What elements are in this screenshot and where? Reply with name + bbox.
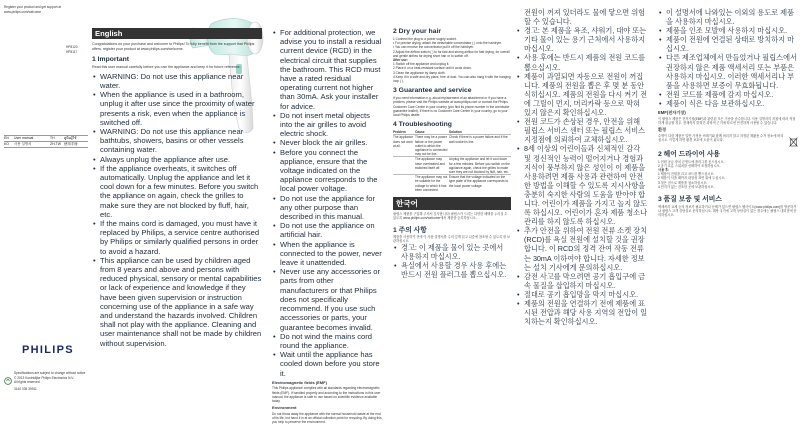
english-column-2 [272,28,384,424]
list-item: • 경고: 본 제품을 욕조, 샤워기, 대야 또는 기타 물이 있는 용기 근처에서 사용하지 마십시오. [516,26,648,53]
language-row [4,135,88,141]
table-row [393,157,511,175]
list-item: • Wait until the appliance has cooled down before you store it. [272,350,384,378]
lang-code: KO [4,142,9,147]
list-item: • For additional protection, we advise you to install a residual current device (RCD) in the electrical circuit that supplies the bathroom. This RCD must have a rated residual operating current not higher than 30mA. Ask your installer for advice. [272,28,384,111]
english-intro: Congratulations on your purchase and welcome to Philips! To fully benefit from the support that Philips offers, register your product at www.philips.com/welcome. [92,42,255,51]
list-item: • When the appliance is used in a bathroom, unplug it after use since the proximity of water presents a risk, even when the appliance is switched off. [92,90,262,127]
section-3-text: If you need information e.g. about replacement of an attachment or if you have a problem, please visit the Philips website at www.philips.com or contact the Philips Customer Care Centre in your country (you find its phone number in the worldwide guarantee leaflet). If there is no Customer Care Centre in your country, go to your local Philips dealer. [393,96,510,118]
list-item: • This appliance can be used by children aged from 8 years and above and persons with reduced physical, sensory or mental capabilities or lack of experience and knowledge if they have been given supervision or instruction concerning use of the appliance in a safe way and understand the hazards involved. Children shall not play with the appliance. Cleaning and user maintenance shall not be made by children without supervision. [92,256,262,348]
korean-column-1 [516,8,648,393]
list-item: • 제품이 식은 다음 보관하십시오. [658,99,798,108]
emf-title: Electromagnetic fields (EMF) [272,379,327,385]
recycle-icon [4,372,12,380]
list-item: • For precise drying, attach the detachable concentrator ( ) onto the hairdryer. [393,41,502,46]
table-header: Solution [449,130,462,135]
table-cell [393,175,415,192]
list-item: 1 전원 공급 장치 콘센트에 플러그를 꽂으십시오. [658,159,725,164]
model-number-2: HP8117 [66,50,78,54]
list-item: • Do not wind the mains cord round the appliance. [272,332,384,350]
korean-emf-title: EMF(전자기장) [658,110,686,116]
list-item: • 제품을 인조 모발에 사용하지 마십시오. [658,26,798,35]
korean-section-3-text: 액세서리 교체 등의 정보가 필요하거나 문제가 있으면 필립스 웹사이트(www.philips.com)를 방문하거나 필립스 고객 상담실로 문의하십시오. 해당 국가에 고객 상담실이 없는 경우에는 필립스 대리점에 문의하십시오. [658,205,797,218]
lang-code: EN [4,136,9,140]
list-item: • Do not insert metal objects into the air grilles to avoid electric shock. [272,111,384,139]
table-cell: The appliance does not work at all. [393,135,414,148]
language-row [4,141,88,148]
register-line-2[interactable]: www.philips.com/welcome [4,9,42,14]
list-item: • WARNING: Do not use this appliance near water. [92,72,262,90]
list-item: • 전원 코드가 손상된 경우, 안전을 위해 필립스 서비스 센터 또는 필립스 서비스 지정점에 의뢰하여 교체하십시오. [516,117,648,144]
bin-icon [789,134,798,144]
section-4-title: 4 Troubleshooting [393,121,452,129]
list-item: • 사용 후에는 반드시 제품의 전원 코드를 뽑으십시오. [516,53,648,71]
korean-env-block [658,134,798,144]
korean-env-title: 환경 [658,127,667,133]
korean-header: 한국어 [393,197,511,210]
table-row [393,175,511,192]
dry-steps [393,37,511,83]
section-2-title: 2 Dry your hair [393,28,441,35]
list-item: 3 젖은 천으로 제품을 청소하십시오. [658,180,708,185]
list-item: 전원이 꺼져 있더라도 물에 닿으면 위험할 수 있습니다. [524,8,646,27]
list-item: 4 Keep it in a safe and dry place, free of dust. You can also hang it with the hanging loop ( ). [393,74,511,84]
list-item: • 절대로 공기 흡입망을 막지 마십시오. [516,290,648,299]
list-item: • 경고: 이 제품을 물이 있는 곳에서 사용하지 마십시오. [393,243,511,261]
section-3-title: 3 Guarantee and service [393,87,472,95]
warning-list-2 [272,28,384,378]
brand-logo: PHILIPS [22,344,74,356]
register-line-1: Register your product and get support at [4,5,62,9]
list-item: • WARNING: Do not use this appliance near bathtubs, showers, basins or other vessels containing water. [92,127,262,155]
document-code: 3140 035 39911 [14,387,37,391]
footer-spec-line: Specifications are subject to change without notice [14,371,86,375]
table-cell: The appliance may have overheated and switched itself off. [415,157,445,170]
list-item: 2 Adjust the airflow switch ( ) to for fast and strong airflow for fast drying, for overall and gentle airflow for drying short hair or to switch off. [393,49,510,58]
korean-emf-text: 이 필립스 제품은 전자기장(EMF)과 관련된 모든 기준을 준수합니다. 사용 설명서의 지침에 따라 적절하게 취급할 경우, 현재까지 밝혀진 과학적 근거에 따르면 안전하게 사용할 수 있습니다. [658,116,796,125]
list-item: • 8세 이상의 어린이들과 신체적인 감각 및 정신적인 능력이 떨어지거나 경험과 지식이 풍부하지 않은 성인이 이 제품을 사용하려면 제품 사용과 관련하여 안전한 방법을 이해할 수 있도록 지시사항을 충분히 숙지한 사람의 도움을 받아야 합니다. 어린이가 제품을 가지고 놀지 않도록 하십시오. 어린이가 혼자 제품 청소나 관리를 하지 않도록 하십시오. [516,144,648,226]
footer-rights-line: All rights reserved. [14,380,41,384]
lang-code: ZH-TW [50,142,61,147]
list-item: 2 공기 흐름 스위치를 선택하여 조정하십시오. [658,163,721,168]
list-item: After use: [393,58,408,63]
table-cell: Ensure that the voltage indicated on the type plate of the appliance corresponds to the local power voltage. [449,175,509,188]
list-item: • Never block the air grilles. [272,138,384,147]
korean-env-text: 수명이 다한 제품은 일반 가정용 쓰레기와 함께 버리지 말고 지정된 재활용 수거 장소에 버리십시오. 이렇게 하면 환경 보호에 도움이 됩니다. [658,133,784,142]
list-item: 4 먼지가 없는 건조한 곳에 보관하십시오. [658,184,715,189]
list-item: • 제품이 과열되면 자동으로 전원이 꺼집니다. 제품의 전원을 뽑은 후 몇 분 동안 식히십시오. 제품의 전원을 다시 켜기 전에 그릴이 먼지, 머리카락 등으로 막혀 있지 않은지 확인하십시오. [516,72,648,117]
list-item: • Before you connect the appliance, ensure that the voltage indicated on the appliance corresponds to the local power voltage. [272,148,384,194]
warning-list [92,72,262,348]
lang-code: TH [50,136,55,140]
table-header: Cause [415,130,425,135]
korean-section-2-title: 2 헤어 드라이어 사용 [658,150,720,158]
list-item: • 추가 안전을 위하여 전원 전류 소켓 장치(RCD)를 욕실 전원에 설치할 것을 권장합니다. 이 RCD의 정격 잔여 작동 전류는 30mA 이하여야 합니다. 자세한 정보는 설치 기사에게 문의하십시오. [516,226,648,271]
list-item: 2 Place it on a heat-resistant surface until it cools down. [393,66,472,71]
korean-intro: 필립스 제품을 구입해 주셔서 감사합니다! 필립스가 드리는 다양한 혜택을 누리실 수 있도록 www.philips.com/welcome에서 제품을 등록하십시오. [393,212,508,221]
table-cell [393,157,415,175]
list-item: • You can remove the concentrator pull it off the hairdryer. [393,45,474,50]
list-item: • Always unplug the appliance after use. [92,155,262,164]
list-item: • Do not use the appliance for any other purpose than described in this manual. [272,194,384,222]
environment-title: Environment [272,405,297,411]
list-item: • 이 설명서에 나와있는 이외의 용도로 제품을 사용하지 마십시오. [658,8,798,26]
table-header: Problem [393,130,406,135]
list-item: • If the mains cord is damaged, you must have it replaced by Philips, a service centre authorised by Philips or similarly qualified persons in order to avoid a hazard. [92,219,262,256]
lang-name: 사용 설명서 [14,142,32,147]
korean-section-1-intro: 제품을 사용하기 전에 이 사용 설명서를 주의 깊게 읽고 나중에 참조할 수 있도록 잘 보관하십시오. [393,234,511,243]
list-item: • 감전 사고를 막으려면 공기 흡입구에 금속 물질을 삽입하지 마십시오. [516,272,648,290]
list-item: • 제품이 전원에 연결된 상태로 방치하지 마십시오. [658,35,798,53]
environment-text: Do not throw away the appliance with the normal household waste at the end of its life, but hand it in at an official collection point for recycling. By doing this, you help to preserve the environment. [272,411,383,424]
korean-section-1-title: 1 주의 사항 [393,226,427,234]
table-cell: Check if there is a power failure and if the wall socket is live. [449,135,508,144]
footer-copyright-line: © 2013 Koninklijke Philips Electronics N.V. [14,375,74,380]
lang-name: 使用手冊 [64,142,78,147]
language-table [4,135,88,148]
list-item: • Never use any accessories or parts from other manufacturers or that Philips does not specifically recommend. If you use such accessories or parts, your guarantee becomes invalid. [272,267,384,331]
list-item: 3 Clean the appliance by damp cloth. [393,70,446,75]
list-item: • Do not use the appliance on artificial hair. [272,221,384,239]
table-cell: The appliance may not be suitable for the voltage to which it has been connected. [415,175,448,192]
list-item: 1 Switch off the appliance and unplug it. [393,62,450,67]
table-cell: Unplug the appliance and let it cool down for a few minutes. Before you switch on the appliance again, check the grilles to make sure they are not blocked by fluff, hair, etc. [449,157,510,175]
emf-text: This Philips appliance complies with all standards regarding electromagnetic fields (EMF). If handled properly and according to the instructions in this user manual, the appliance is safe to use based on scientific evidence available today. [272,386,381,403]
cover-page [0,0,88,403]
table-cell: There may be a power failure or the power outlet to which the appliance is connected may not be live. [415,135,448,157]
list-item: • When the appliance is connected to the power, never leave it unattended. [272,240,384,268]
korean-column-2 [658,8,798,393]
list-item: • 다른 제조업체에서 만들었거나 필립스에서 권장하지 않은 제품 액세서리 또는 부품은 사용하지 마십시오. 이러한 액세서리나 부품을 사용하면 보증이 무효화됩니다. [658,53,798,89]
list-item: • If the appliance overheats, it switches off automatically. Unplug the appliance and let it cool down for a few minutes. Before you switch the appliance on again, check the grilles to make sure they are not blocked by fluff, hair, etc. [92,164,262,219]
column-3 [393,28,511,398]
english-column-1 [92,28,262,398]
list-item: 1 제품의 전원을 끄고 코드를 뽑으십시오. [658,172,715,177]
english-header: English [92,28,262,39]
list-item: 2 제품이 식을 때까지 내열성 표면 위에 두십시오. [658,176,726,181]
list-item: • 제품의 전원을 연결하기 전에 제품에 표시된 전압과 해당 사용 지역의 전압이 일치하는지 확인하십시오. [516,299,648,326]
list-item: • 전원 코드를 제품에 감지 마십시오. [658,90,798,99]
section-1-intro: Read this user manual carefully before you use the appliance and keep it for future reference. [92,65,241,70]
list-item: 1 Connect the plug to a power supply socket. [393,37,457,41]
table-row [393,135,511,157]
model-number-1: HP8120 [66,45,78,49]
lang-name: คู่มือผู้ใช้ [64,136,77,140]
section-1-title: 1 Important [92,56,130,64]
list-item: 사용 후: [658,168,670,173]
troubleshooting-table [393,130,511,192]
korean-section-3-title: 3 품질 보증 및 서비스 [658,196,722,204]
list-item: • 욕실에서 사용할 경우 사용 후에는 반드시 전원 플러그를 뽑으십시오. [393,261,511,279]
lang-name: User manual [14,136,34,140]
